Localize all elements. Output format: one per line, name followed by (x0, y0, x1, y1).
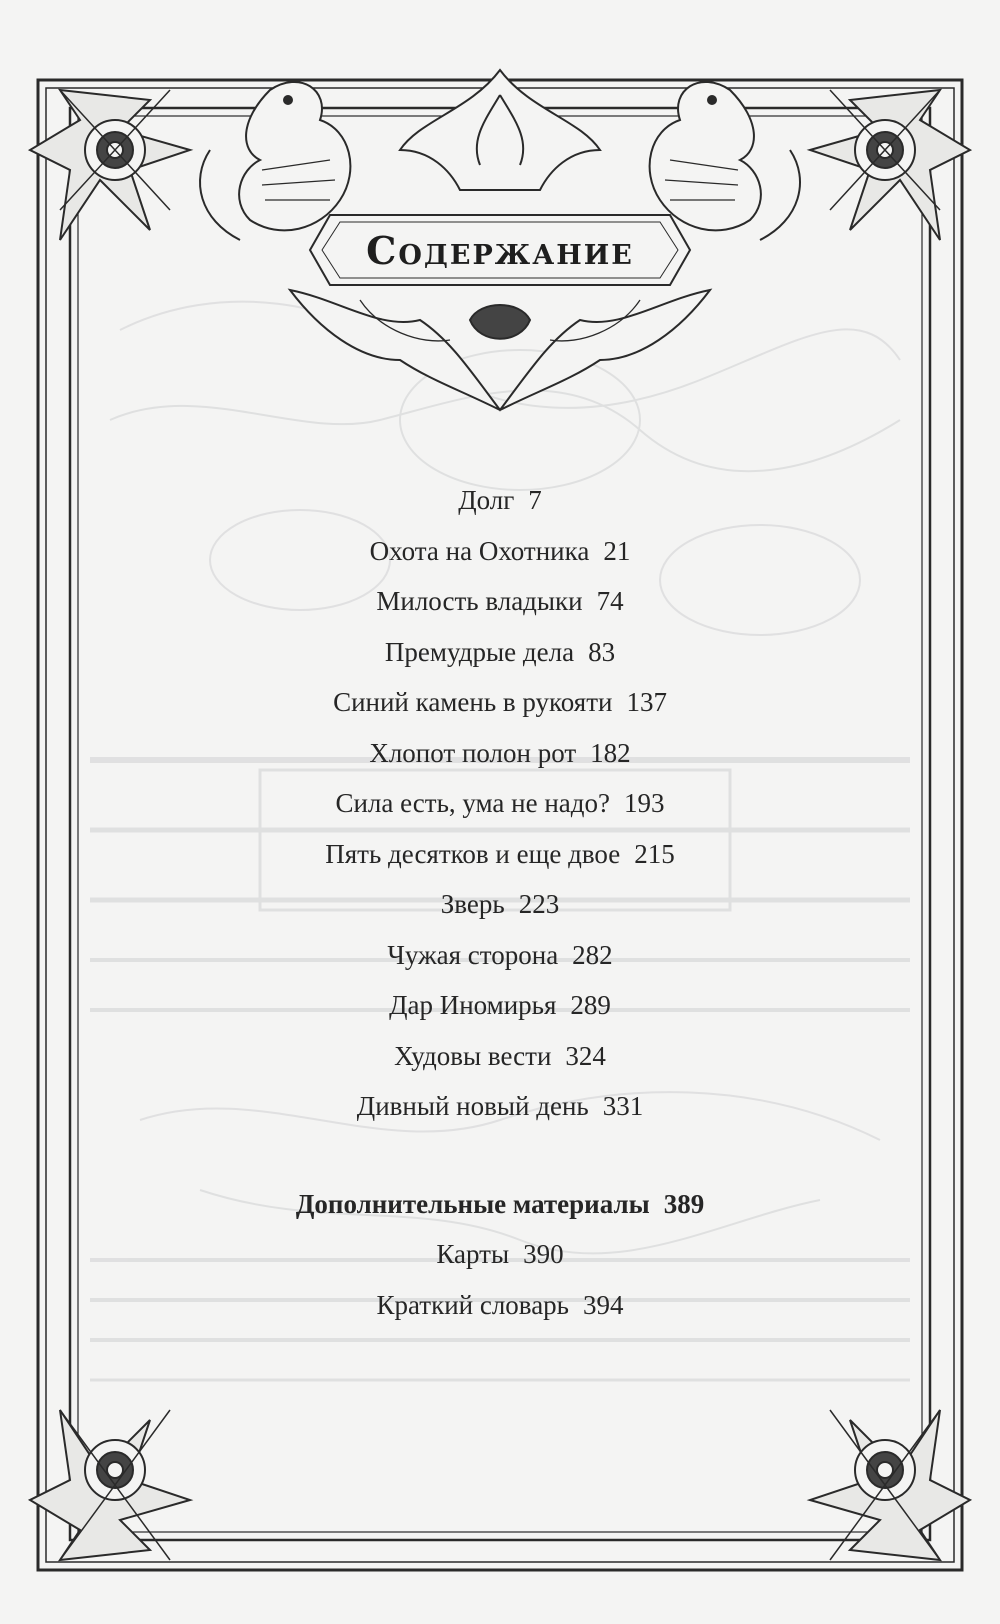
toc-entry-page: 390 (523, 1239, 564, 1269)
toc-entry-page: 21 (603, 535, 631, 566)
corner-ornament-bottom-left (30, 1410, 190, 1560)
corner-ornament-bottom-right (810, 1410, 970, 1560)
toc-entry-title: Дар Иномирья (389, 990, 557, 1020)
toc-entry (100, 829, 900, 880)
toc-entry (100, 1280, 900, 1331)
toc-entry (100, 930, 900, 981)
toc-entry (100, 576, 900, 627)
toc-entry-page: 74 (596, 586, 624, 616)
toc-entry-title: Премудрые дела (384, 636, 575, 667)
toc-entry-title: Пять десятков и еще двое (325, 838, 621, 869)
toc-entry-title: Зверь (440, 889, 505, 919)
toc-entry-page: 282 (572, 939, 613, 970)
toc-entry-page: 324 (565, 1040, 606, 1071)
toc-entry-page: 389 (663, 1188, 705, 1219)
toc-entry (100, 1081, 900, 1132)
toc-entry-page: 289 (570, 990, 611, 1020)
toc-entry-title: Чужая сторона (387, 939, 559, 970)
page-title: Содержание (366, 227, 634, 273)
toc-entry (100, 475, 900, 526)
toc-entry-title: Дивный новый день (356, 1091, 589, 1121)
toc-entry-title: Дополнительные материалы (295, 1188, 650, 1219)
toc-entry-title: Худовы вести (394, 1040, 552, 1071)
corner-ornament-top-right (810, 90, 970, 240)
toc-entry-title: Краткий словарь (376, 1289, 569, 1320)
toc-entry-page: 223 (518, 889, 560, 919)
toc-entry-page: 137 (626, 687, 667, 717)
toc-entry-page: 215 (634, 838, 675, 869)
toc-entry (100, 526, 900, 577)
toc-entry-page: 83 (588, 636, 616, 667)
toc-entry (100, 627, 900, 678)
toc-entry-page: 182 (590, 737, 631, 768)
toc-entry-title: Милость владыки (376, 586, 583, 616)
toc-entry (100, 980, 900, 1031)
toc-entry-title: Синий камень в рукояти (333, 687, 613, 717)
toc-entry-title: Карты (436, 1239, 510, 1269)
corner-ornament-top-left (30, 90, 190, 240)
toc-entry-title: Охота на Охотника (369, 535, 590, 566)
toc-entry-title: Долг (458, 485, 515, 515)
toc-entry (100, 1031, 900, 1082)
toc-spacer (100, 1132, 900, 1179)
toc-entry-page: 193 (624, 788, 665, 818)
toc-entry-page: 331 (602, 1091, 644, 1121)
toc-entry-page: 394 (583, 1289, 624, 1320)
toc-entry (100, 728, 900, 779)
toc-entry-page: 7 (528, 485, 542, 515)
toc-entry (100, 677, 900, 728)
table-of-contents (100, 475, 900, 1330)
toc-entry (100, 1229, 900, 1280)
toc-entry (100, 778, 900, 829)
toc-entry (100, 879, 900, 930)
toc-extras-heading (100, 1179, 900, 1230)
toc-entry-title: Сила есть, ума не надо? (335, 788, 611, 818)
toc-entry-title: Хлопот полон рот (369, 737, 577, 768)
